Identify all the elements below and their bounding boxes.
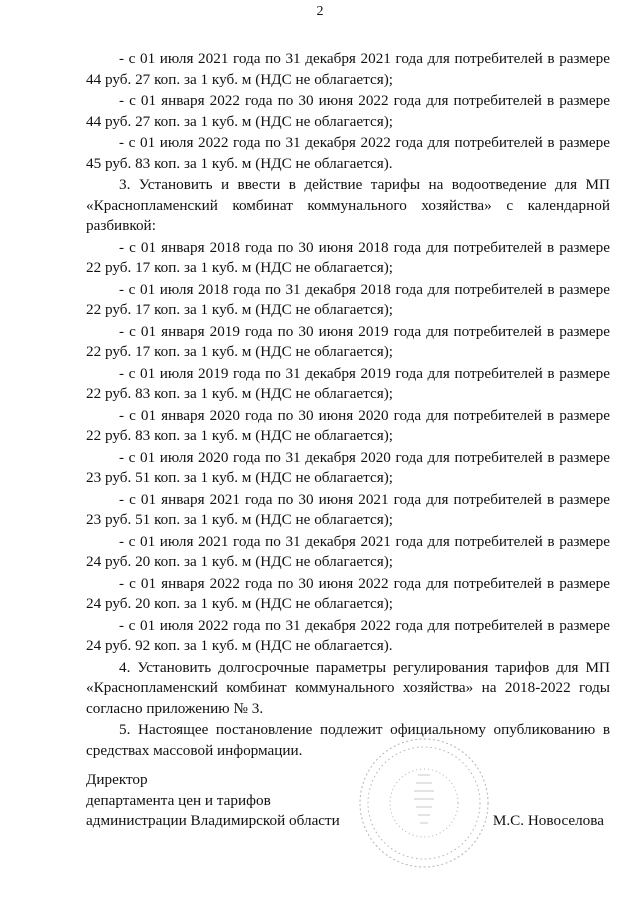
signature-block bbox=[86, 770, 610, 832]
signatory-title-line-1: Директор bbox=[86, 771, 148, 788]
tariff-item-sewer-10: - с 01 июля 2022 года по 31 декабря 2022 года для потребителей в размере 24 руб. 92 коп. за 1 куб. м (НДС не облагается). bbox=[86, 616, 610, 654]
tariff-item-water-1: - с 01 июля 2021 года по 31 декабря 2021 года для потребителей в размере 44 руб. 27 коп. за 1 куб. м (НДС не облагается); bbox=[86, 50, 610, 88]
document-body bbox=[86, 48, 610, 761]
tariff-item-water-3: - с 01 июля 2022 года по 31 декабря 2022 года для потребителей в размере 45 руб. 83 коп. за 1 куб. м (НДС не облагается). bbox=[86, 134, 610, 172]
signatory-title-line-2: департамента цен и тарифов bbox=[86, 791, 271, 809]
page-number: 2 bbox=[316, 4, 324, 19]
tariff-item-sewer-4: - с 01 июля 2019 года по 31 декабря 2019 года для потребителей в размере 22 руб. 83 коп. за 1 куб. м (НДС не облагается); bbox=[86, 364, 610, 402]
paragraph-5: 5. Настоящее постановление подлежит официальному опубликованию в средствах массовой информации. bbox=[86, 721, 610, 759]
tariff-item-sewer-8: - с 01 июля 2021 года по 31 декабря 2021 года для потребителей в размере 24 руб. 20 коп. за 1 куб. м (НДС не облагается); bbox=[86, 532, 610, 570]
tariff-item-sewer-9: - с 01 января 2022 года по 30 июня 2022 года для потребителей в размере 24 руб. 20 коп. за 1 куб. м (НДС не облагается); bbox=[86, 574, 610, 612]
paragraph-4: 4. Установить долгосрочные параметры регулирования тарифов для МП «Краснопламенский комбинат коммунального хозяйства» на 2018-2022 годы согласно приложению № 3. bbox=[86, 658, 610, 717]
tariff-item-sewer-2: - с 01 июля 2018 года по 31 декабря 2018 года для потребителей в размере 22 руб. 17 коп. за 1 куб. м (НДС не облагается); bbox=[86, 280, 610, 318]
signatory-name: М.С. Новоселова bbox=[492, 812, 604, 829]
tariff-item-sewer-3: - с 01 января 2019 года по 30 июня 2019 года для потребителей в размере 22 руб. 17 коп. за 1 куб. м (НДС не облагается); bbox=[86, 322, 610, 360]
tariff-item-water-2: - с 01 января 2022 года по 30 июня 2022 года для потребителей в размере 44 руб. 27 коп. за 1 куб. м (НДС не облагается); bbox=[86, 92, 610, 130]
tariff-item-sewer-5: - с 01 января 2020 года по 30 июня 2020 года для потребителей в размере 22 руб. 83 коп. за 1 куб. м (НДС не облагается); bbox=[86, 406, 610, 444]
tariff-item-sewer-1: - с 01 января 2018 года по 30 июня 2018 года для потребителей в размере 22 руб. 17 коп. за 1 куб. м (НДС не облагается); bbox=[86, 238, 610, 276]
tariff-item-sewer-7: - с 01 января 2021 года по 30 июня 2021 года для потребителей в размере 23 руб. 51 коп. за 1 куб. м (НДС не облагается); bbox=[86, 490, 610, 528]
signatory-title-line-3: администрации Владимирской области bbox=[86, 812, 340, 829]
paragraph-3: 3. Установить и ввести в действие тарифы на водоотведение для МП «Краснопламенский комбинат коммунального хозяйства» с календарной разбивкой: bbox=[86, 176, 610, 234]
tariff-item-sewer-6: - с 01 июля 2020 года по 31 декабря 2020 года для потребителей в размере 23 руб. 51 коп. за 1 куб. м (НДС не облагается); bbox=[86, 448, 610, 486]
